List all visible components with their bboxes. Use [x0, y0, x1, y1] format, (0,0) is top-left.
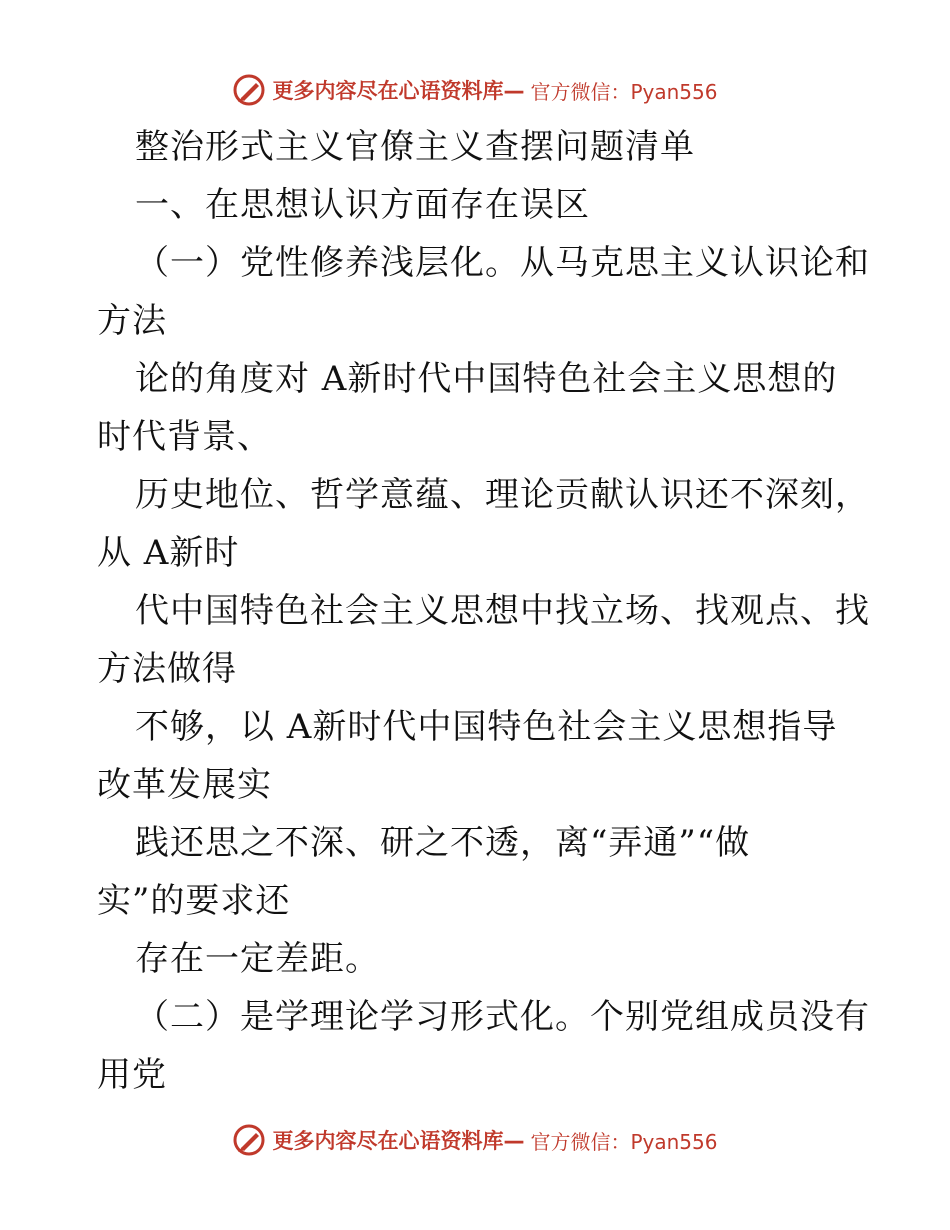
pen-logo-icon	[232, 1123, 266, 1157]
paragraph-line: 践还思之不深、研之不透，离“弄通”“做	[135, 823, 751, 863]
paragraph-line: （一）党性修养浅层化。从马克思主义认识论和	[135, 243, 870, 283]
paragraph-line: 存在一定差距。	[135, 939, 380, 979]
paragraph-line: 从 A新时	[97, 533, 240, 573]
header-watermark-banner	[0, 70, 950, 110]
paragraph-line: 不够，以 A新时代中国特色社会主义思想指导	[135, 707, 838, 747]
section-heading: 一、在思想认识方面存在误区	[135, 185, 590, 225]
banner-text: 更多内容尽在心语资料库—	[272, 79, 525, 103]
footer-watermark-banner	[0, 1120, 950, 1160]
banner-wechat: 官方微信：Pyan556	[530, 1129, 718, 1154]
paragraph-line: （二）是学理论学习形式化。个别党组成员没有	[135, 997, 870, 1037]
paragraph-line: 方法做得	[97, 649, 237, 689]
banner-wechat: 官方微信：Pyan556	[530, 79, 718, 104]
paragraph-line: 论的角度对 A新时代中国特色社会主义思想的	[135, 359, 838, 399]
paragraph-line: 时代背景、	[97, 417, 272, 457]
paragraph-line: 实”的要求还	[97, 881, 291, 921]
pen-logo-icon	[232, 73, 266, 107]
paragraph-line: 用党	[97, 1055, 167, 1095]
document-body	[97, 118, 870, 1104]
paragraph-line: 代中国特色社会主义思想中找立场、找观点、找	[135, 591, 870, 631]
document-title: 整治形式主义官僚主义查摆问题清单	[135, 127, 695, 167]
paragraph-line: 方法	[97, 301, 167, 341]
paragraph-line: 改革发展实	[97, 765, 272, 805]
banner-text: 更多内容尽在心语资料库—	[272, 1129, 525, 1153]
paragraph-line: 历史地位、哲学意蕴、理论贡献认识还不深刻，	[135, 475, 870, 515]
